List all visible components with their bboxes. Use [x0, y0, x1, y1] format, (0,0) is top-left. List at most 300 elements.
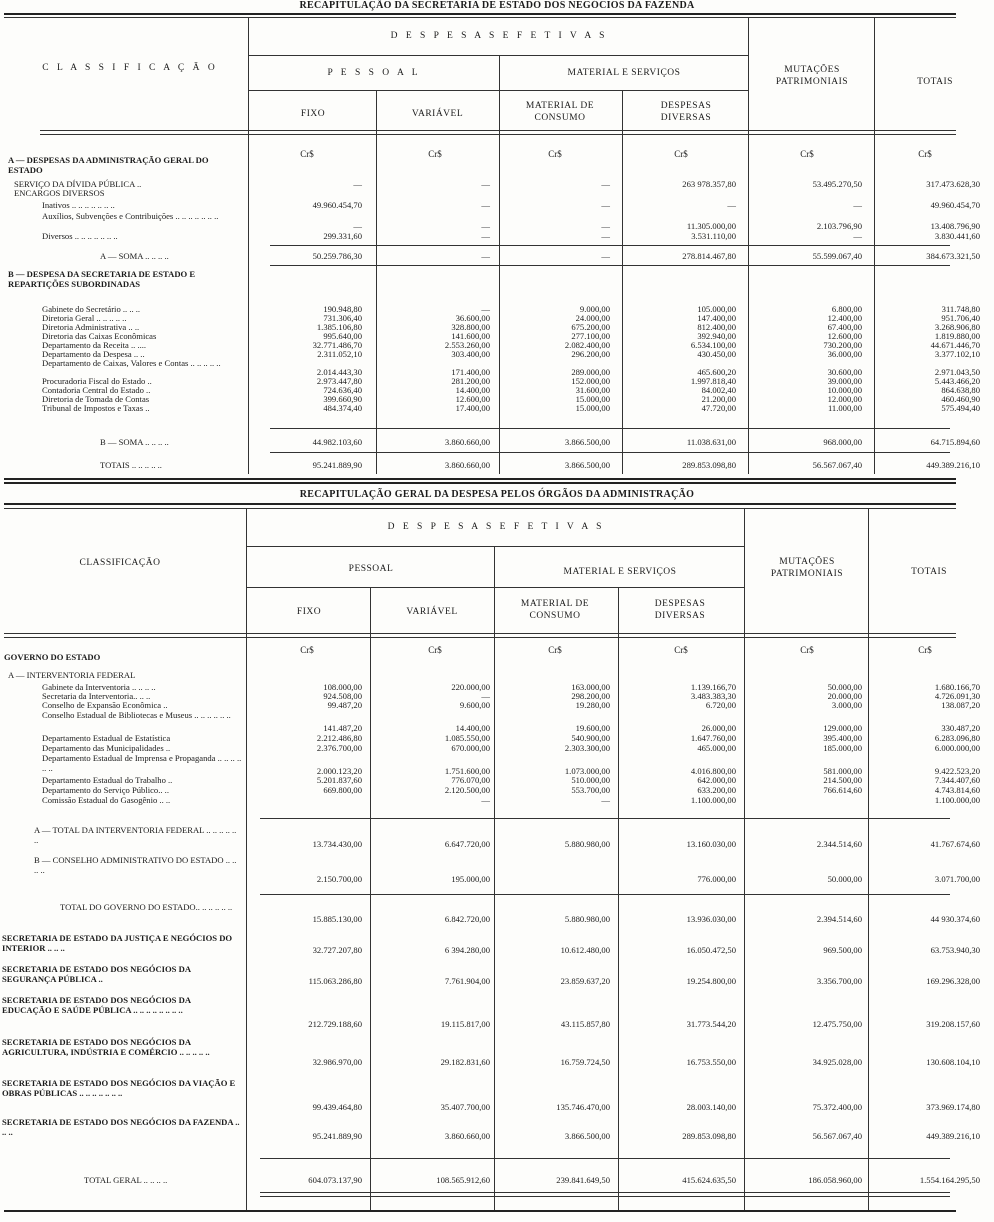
row-label: Tribunal de Impostos e Taxas .. [42, 403, 150, 413]
sum-rule [270, 245, 950, 246]
cell: 10.000,00 [827, 385, 862, 395]
cell: 3.860.660,00 [444, 460, 490, 470]
bottom-table-title: RECAPITULAÇÃO GERAL DA DESPESA PELOS ÓRGÃOS DA ADMINISTRAÇÃO [299, 489, 695, 500]
bot-hdr-variavel: VARIÁVEL [406, 607, 458, 617]
sum-rule [270, 428, 950, 429]
bottom-rule-end [4, 1210, 956, 1212]
cur: Cr$ [548, 645, 562, 655]
cell: 12.475.750,00 [812, 1019, 862, 1029]
cell: 220.000,00 [451, 682, 490, 692]
cell: 3.356.700,00 [816, 976, 862, 986]
cur: Cr$ [800, 149, 814, 159]
cell: 460.460,90 [941, 394, 980, 404]
cell: 328.800,00 [451, 322, 490, 332]
cell: 13.160.030,00 [686, 839, 736, 849]
cell: — [601, 795, 610, 805]
row-label: Departamento da Despesa .. .. [42, 349, 145, 359]
cell: 575.494,40 [941, 403, 980, 413]
cell: 3.860.660,00 [444, 437, 490, 447]
row-label: Departamento do Serviço Público.. .. [42, 785, 169, 795]
cell: 35.407.700,00 [440, 1102, 490, 1112]
top-hdr-mutacoes: MUTAÇÕES PATRIMONIAIS [775, 65, 849, 87]
row-label: A — INTERVENTORIA FEDERAL [8, 670, 136, 680]
cell: 581.000,00 [823, 766, 862, 776]
cell: 44 930.374,60 [930, 914, 980, 924]
cell: 30.600,00 [827, 367, 862, 377]
cell: 43.115.857,80 [560, 1019, 610, 1029]
cell: 75.372.400,00 [812, 1102, 862, 1112]
cell: 41.767.674,60 [930, 839, 980, 849]
cell: 465.600,20 [697, 367, 736, 377]
cur: Cr$ [428, 149, 442, 159]
cell: — [481, 221, 490, 231]
cell: 449.389.216,10 [926, 460, 980, 470]
cell: 2.000.123,20 [316, 766, 362, 776]
cell: 23.859.637,20 [560, 976, 610, 986]
cell: 2.971.043,50 [934, 367, 980, 377]
cell: 7.344.407,60 [934, 775, 980, 785]
cell: 19.115.817,00 [440, 1019, 490, 1029]
cell: 2.303.300,00 [564, 743, 610, 753]
top-hdr-despesas: D E S P E S A S E F E T I V A S [390, 31, 608, 41]
row-label: GOVERNO DO ESTADO [4, 652, 101, 662]
cell: 31.773.544,20 [686, 1019, 736, 1029]
cell: 214.500,00 [823, 775, 862, 785]
cell: 281.200,00 [451, 376, 490, 386]
row-label: Departamento Estadual de Imprensa e Propaganda .. .. .. .. .. .. [42, 753, 242, 773]
cell: 16.759.724,50 [560, 1057, 610, 1067]
row-label: Diretoria de Tomada de Contas [42, 394, 150, 404]
cell: 2.553.260,00 [444, 340, 490, 350]
cell: 670.000,00 [451, 743, 490, 753]
row-label: SECRETARIA DE ESTADO DOS NEGÓCIOS DA SEGURANÇA PÚBLICA .. [2, 964, 191, 984]
cell: 4.016.800,00 [690, 766, 736, 776]
row-label: Departamento da Receita .. .... [42, 340, 147, 350]
cell: 553.700,00 [571, 785, 610, 795]
top-vline-5 [748, 18, 749, 474]
cur: Cr$ [918, 645, 932, 655]
bot-hdr-consumo: MATERIAL DE CONSUMO [520, 599, 590, 621]
cell: 163.000,00 [571, 682, 610, 692]
cell: 6.800,00 [831, 304, 862, 314]
row-label: Diretoria Geral .. .. .. .. .. [42, 313, 127, 323]
cur: Cr$ [300, 645, 314, 655]
cell: 430.450,00 [697, 349, 736, 359]
top-hdr-fixo: FIXO [300, 109, 326, 119]
cell: 1.554.164.295,50 [919, 1175, 980, 1185]
top-table-title: RECAPITULAÇÃO DA SECRETARIA DE ESTADO DOS NEGÓCIOS DA FAZENDA [299, 0, 695, 11]
cell: — [481, 795, 490, 805]
cell: 32.771.486,70 [312, 340, 362, 350]
cell: 21.200,00 [701, 394, 736, 404]
sum-rule [270, 265, 950, 266]
cell: 263 978.357,80 [682, 179, 736, 189]
cell: 39.000,00 [827, 376, 862, 386]
cell: 105.000,00 [697, 304, 736, 314]
cell: 14.400,00 [455, 723, 490, 733]
cell: 108.565.912,60 [436, 1175, 490, 1185]
cell: 2.082.400,00 [564, 340, 610, 350]
cell: 95.241.889,90 [312, 460, 362, 470]
cur: Cr$ [428, 645, 442, 655]
cell: 399.660,90 [323, 394, 362, 404]
cell: 384.673.321,50 [926, 251, 980, 261]
cell: 115.063.286,80 [308, 976, 362, 986]
row-label: A — TOTAL DA INTERVENTORIA FEDERAL .. .. .. .. .. .. [34, 825, 237, 845]
cell: — [601, 221, 610, 231]
cell: 1.751.600,00 [444, 766, 490, 776]
row-label: B — SOMA .. .. .. .. [100, 437, 169, 447]
cell: 968.000,00 [823, 437, 862, 447]
cell: 12.600,00 [827, 331, 862, 341]
row-label: A — DESPESAS DA ADMINISTRAÇÃO GERAL DO ESTADO [8, 155, 209, 175]
sum-rule [260, 1196, 950, 1197]
cell: — [481, 231, 490, 241]
cell: 49.960.454,70 [930, 200, 980, 210]
bot-vline-5 [744, 509, 745, 1211]
cell: 190.948,80 [323, 304, 362, 314]
cell: 36.600,00 [455, 313, 490, 323]
cell: 3.000,00 [831, 700, 862, 710]
row-label: TOTAL DO GOVERNO DO ESTADO.. .. .. .. .. .. [60, 902, 233, 912]
cell: 138.087,20 [941, 700, 980, 710]
sum-rule [260, 818, 950, 819]
cur: Cr$ [300, 149, 314, 159]
top-hdr-pessoal: P E S S O A L [327, 68, 421, 78]
cur: Cr$ [918, 149, 932, 159]
bot-hline-1 [246, 546, 744, 547]
cell: 11.000,00 [827, 403, 862, 413]
row-label: Conselho de Expansão Econômica .. [42, 700, 168, 710]
mid-rule-1 [4, 478, 956, 480]
top-vline-1 [248, 18, 249, 474]
cell: — [601, 200, 610, 210]
cell: 19.254.800,00 [686, 976, 736, 986]
cell: 129.000,00 [823, 723, 862, 733]
top-hdr-consumo: MATERIAL DE CONSUMO [525, 101, 595, 123]
cell: 2.014.443,30 [316, 367, 362, 377]
cell: — [481, 179, 490, 189]
row-label: TOTAL GERAL .. .. .. .. [84, 1175, 168, 1185]
cell: 1.647.760,00 [690, 733, 736, 743]
bot-hline-4 [4, 637, 956, 638]
cell: 4.743.814,60 [934, 785, 980, 795]
cell: 6.000.000,00 [934, 743, 980, 753]
cell: 2.344.514,60 [816, 839, 862, 849]
cell: 141.600,00 [451, 331, 490, 341]
cell: 53.495.270,50 [812, 179, 862, 189]
cell: 15.000,00 [575, 394, 610, 404]
cell: 147.400,00 [697, 313, 736, 323]
cell: 3.866.500,00 [564, 1131, 610, 1141]
cell: 31.600,00 [575, 385, 610, 395]
cell: 19.600,00 [575, 723, 610, 733]
row-label: B — DESPESA DA SECRETARIA DE ESTADO E REPARTIÇÕES SUBORDINADAS [8, 269, 196, 289]
cell: 604.073.137,90 [308, 1175, 362, 1185]
cell: 171.400,00 [451, 367, 490, 377]
row-label: Diretoria das Caixas Econômicas [42, 331, 157, 341]
row-label: Diretoria Administrativa .. .. [42, 322, 140, 332]
cell: 510.000,00 [571, 775, 610, 785]
cell: 4.726.091,30 [934, 691, 980, 701]
cell: 6.534.100,00 [690, 340, 736, 350]
row-label: Departamento das Municipalidades .. [42, 743, 171, 753]
cell: 47.720,00 [701, 403, 736, 413]
cell: 2.212.486,80 [316, 733, 362, 743]
cell: 1.819.880,00 [934, 331, 980, 341]
cell: 319.208.157,60 [926, 1019, 980, 1029]
mid-rule-2 [4, 482, 956, 484]
cell: 49.960.454,70 [312, 200, 362, 210]
cell: 108.000,00 [323, 682, 362, 692]
row-label: SERVIÇO DA DÍVIDA PÚBLICA .. [14, 179, 142, 189]
cell: 995.640,00 [323, 331, 362, 341]
sum-rule [260, 894, 950, 895]
cell: — [853, 231, 862, 241]
cell: 50.000,00 [827, 874, 862, 884]
cur: Cr$ [674, 645, 688, 655]
cell: 20.000,00 [827, 691, 862, 701]
bot-vline-2 [370, 587, 371, 1211]
top-hline-2 [248, 90, 748, 91]
row-label: TOTAIS .. .. .. .. .. [100, 460, 162, 470]
row-label: Departamento Estadual do Trabalho .. [42, 775, 173, 785]
cell: 99.439.464,80 [312, 1102, 362, 1112]
cell: 195.000,00 [451, 874, 490, 884]
cell: 289.853.098,80 [682, 1131, 736, 1141]
cell: 298.200,00 [571, 691, 610, 701]
cell: 277.100,00 [571, 331, 610, 341]
cell: 32.727.207,80 [312, 945, 362, 955]
cell: 9.422.523,20 [934, 766, 980, 776]
top-hdr-variavel: VARIÁVEL [411, 109, 464, 119]
cell: 289.000,00 [571, 367, 610, 377]
sum-rule [260, 1158, 950, 1159]
cell: 5.880.980,00 [564, 914, 610, 924]
cell: — [481, 251, 490, 261]
row-label: SECRETARIA DE ESTADO DOS NEGÓCIOS DA VIAÇÃO E OBRAS PÚBLICAS .. .. .. .. .. .. .. [2, 1078, 236, 1098]
cell: 812.400,00 [697, 322, 736, 332]
cell: 303.400,00 [451, 349, 490, 359]
cell: 278.814.467,80 [682, 251, 736, 261]
bot-hdr-classificacao: CLASSIFICAÇÃO [79, 558, 161, 568]
cell: 776.000,00 [697, 874, 736, 884]
cell: 185.000,00 [823, 743, 862, 753]
top-hline-3 [40, 130, 956, 131]
cur: Cr$ [674, 149, 688, 159]
cell: 13.936.030,00 [686, 914, 736, 924]
top-hline-1 [248, 55, 748, 56]
cell: — [353, 179, 362, 189]
cell: 5.201.837,60 [316, 775, 362, 785]
cell: 16.753.550,00 [686, 1057, 736, 1067]
cell: 484.374,40 [323, 403, 362, 413]
cell: 969.500,00 [823, 945, 862, 955]
cell: 3.866.500,00 [564, 460, 610, 470]
cell: 64.715.894,60 [930, 437, 980, 447]
cell: 5.880.980,00 [564, 839, 610, 849]
cell: 10.612.480,00 [560, 945, 610, 955]
cell: 2.376.700,00 [316, 743, 362, 753]
cell: — [601, 179, 610, 189]
row-label: SECRETARIA DE ESTADO DOS NEGÓCIOS DA EDUCAÇÃO E SAÚDE PÚBLICA .. .. .. .. .. .. .. .. [2, 995, 191, 1015]
cell: 3.531.110,00 [691, 231, 736, 241]
cell: 6.842.720,00 [444, 914, 490, 924]
cell: 3.268.906,80 [934, 322, 980, 332]
cell: 9.600,00 [459, 700, 490, 710]
cell: 289.853.098,80 [682, 460, 736, 470]
cur: Cr$ [548, 149, 562, 159]
cell: 55.599.067,40 [812, 251, 862, 261]
cell: 9.000,00 [579, 304, 610, 314]
cell: 1.073.000,00 [564, 766, 610, 776]
cell: 330.487,20 [941, 723, 980, 733]
bot-hdr-pessoal: PESSOAL [348, 564, 394, 574]
cell: 1.100.000,00 [934, 795, 980, 805]
top-rule-1 [4, 13, 956, 15]
cell: 50.259.786,30 [312, 251, 362, 261]
cell: 5.443.466,20 [934, 376, 980, 386]
top-hdr-material: MATERIAL E SERVIÇOS [567, 68, 681, 78]
cell: 951.706,40 [941, 313, 980, 323]
cell: 141.487,20 [323, 723, 362, 733]
row-label: Gabinete do Secretário .. .. .. [42, 304, 141, 314]
cell: 84.002,40 [701, 385, 736, 395]
cell: 169.296.328,00 [926, 976, 980, 986]
cell: 130.608.104,10 [926, 1057, 980, 1067]
cell: 6.647.720,00 [444, 839, 490, 849]
cell: 724.636,40 [323, 385, 362, 395]
cell: 34.925.028,00 [812, 1057, 862, 1067]
top-hdr-classificacao: C L A S S I F I C A Ç Ã O [42, 63, 218, 73]
cell: 24.000,00 [575, 313, 610, 323]
bot-hdr-mutacoes: MUTAÇÕES PATRIMONIAIS [770, 557, 844, 579]
top-vline-2 [376, 90, 377, 474]
cell: 415.624.635,50 [682, 1175, 736, 1185]
sum-rule [270, 452, 950, 453]
row-label: B — CONSELHO ADMINISTRATIVO DO ESTADO .. .. .. .. [34, 855, 237, 875]
cell: 633.200,00 [697, 785, 736, 795]
cell: 730.200,00 [823, 340, 862, 350]
row-label: SECRETARIA DE ESTADO DOS NEGÓCIOS DA AGRICULTURA, INDÚSTRIA E COMÉRCIO .. .. .. .. .. [2, 1037, 210, 1057]
cell: 186.058.960,00 [808, 1175, 862, 1185]
cell: 50.000,00 [827, 682, 862, 692]
cell: 373.969.174,80 [926, 1102, 980, 1112]
cell: 15.000,00 [575, 403, 610, 413]
row-label: Contadoria Central do Estado .. [42, 385, 151, 395]
cell: 135.746.470,00 [556, 1102, 610, 1112]
cell: 28.003.140,00 [686, 1102, 736, 1112]
cell: 766.614,60 [823, 785, 862, 795]
row-label: SECRETARIA DE ESTADO DOS NEGÓCIOS DA FAZENDA .. .. .. [2, 1117, 240, 1137]
bot-hline-2 [246, 587, 744, 588]
bot-hdr-despesas: D E S P E S A S E F E T I V A S [387, 522, 605, 532]
cell: — [601, 231, 610, 241]
bot-hdr-fixo: FIXO [296, 607, 322, 617]
cell: — [481, 304, 490, 314]
cell: 1.085.550,00 [444, 733, 490, 743]
cell: 311.748,80 [941, 304, 980, 314]
cell: 924.508,00 [323, 691, 362, 701]
cell: — [853, 200, 862, 210]
cell: 63.753.940,30 [930, 945, 980, 955]
cell: 6.283.096,80 [934, 733, 980, 743]
cell: 776.070,00 [451, 775, 490, 785]
bot-hdr-material: MATERIAL E SERVIÇOS [563, 567, 677, 577]
top-hdr-totais: TOTAIS [917, 77, 953, 87]
cell: 19.280,00 [575, 700, 610, 710]
cell: 1.997.818,40 [690, 376, 736, 386]
cell: 44.982.103,60 [312, 437, 362, 447]
cell: 56.567.067,40 [812, 1131, 862, 1141]
cell: 7.761.904,00 [444, 976, 490, 986]
cell: 2.103.796,90 [816, 221, 862, 231]
row-label: A — SOMA .. .. .. .. [100, 251, 169, 261]
cell: 12.000,00 [827, 394, 862, 404]
cell: 56.567.067,40 [812, 460, 862, 470]
cell: 3.483.383,30 [690, 691, 736, 701]
cell: 2.150.700,00 [316, 874, 362, 884]
cell: — [353, 221, 362, 231]
cell: 540.900,00 [571, 733, 610, 743]
cell: 13.408.796,90 [930, 221, 980, 231]
cell: 16.050.472,50 [686, 945, 736, 955]
cell: 36.000,00 [827, 349, 862, 359]
cell: 3.377.102,10 [934, 349, 980, 359]
cell: 29.182.831,60 [440, 1057, 490, 1067]
cell: 1.385.106,80 [316, 322, 362, 332]
cell: — [601, 251, 610, 261]
bottom-rule-1 [4, 503, 956, 505]
cell: 12.400,00 [827, 313, 862, 323]
cell: 449.389.216,10 [926, 1131, 980, 1141]
cell: 2.120.500,00 [444, 785, 490, 795]
cell: 1.680.166,70 [934, 682, 980, 692]
cell: 1.100.000,00 [690, 795, 736, 805]
cell: 1.139.166,70 [690, 682, 736, 692]
bot-hdr-diversas: DESPESAS DIVERSAS [654, 599, 706, 621]
row-label: ENCARGOS DIVERSOS [14, 188, 105, 198]
cell: 44.671.446,70 [930, 340, 980, 350]
top-hdr-diversas: DESPESAS DIVERSAS [660, 101, 712, 123]
row-label: Gabinete da Interventoria .. .. .. .. [42, 682, 156, 692]
bottom-rule-2 [4, 508, 956, 509]
cell: 299.331,60 [323, 231, 362, 241]
cell: 2.311.052,10 [317, 349, 362, 359]
row-label: Departamento Estadual de Estatística [42, 733, 171, 743]
row-label: Diversos .. .. .. .. .. .. .. [42, 231, 118, 241]
cell: — [727, 200, 736, 210]
row-label: Conselho Estadual de Bibliotecas e Museus .. .. .. .. .. .. [42, 710, 231, 720]
cell: 6 394.280,00 [444, 945, 490, 955]
row-label: Procuradoria Fiscal do Estado .. [42, 376, 152, 386]
cell: 11.038.631,00 [686, 437, 736, 447]
cell: 99.487,20 [327, 700, 362, 710]
top-vline-4 [622, 90, 623, 474]
cell: — [481, 691, 490, 701]
cell: 67.400,00 [827, 322, 862, 332]
row-label: Comissão Estadual do Gasogênio .. .. [42, 795, 171, 805]
row-label: Secretaria da Interventoria.. .. .. [42, 691, 151, 701]
cell: 642.000,00 [697, 775, 736, 785]
cell: 317.473.628,30 [926, 179, 980, 189]
cell: — [481, 200, 490, 210]
cell: 26.000,00 [701, 723, 736, 733]
bot-vline-4 [618, 587, 619, 1211]
row-label: Departamento de Caixas, Valores e Contas .. .. .. .. .. [42, 358, 221, 368]
top-hline-4 [40, 134, 956, 135]
row-label: SECRETARIA DE ESTADO DA JUSTIÇA E NEGÓCIOS DO INTERIOR .. .. .. [2, 933, 233, 953]
